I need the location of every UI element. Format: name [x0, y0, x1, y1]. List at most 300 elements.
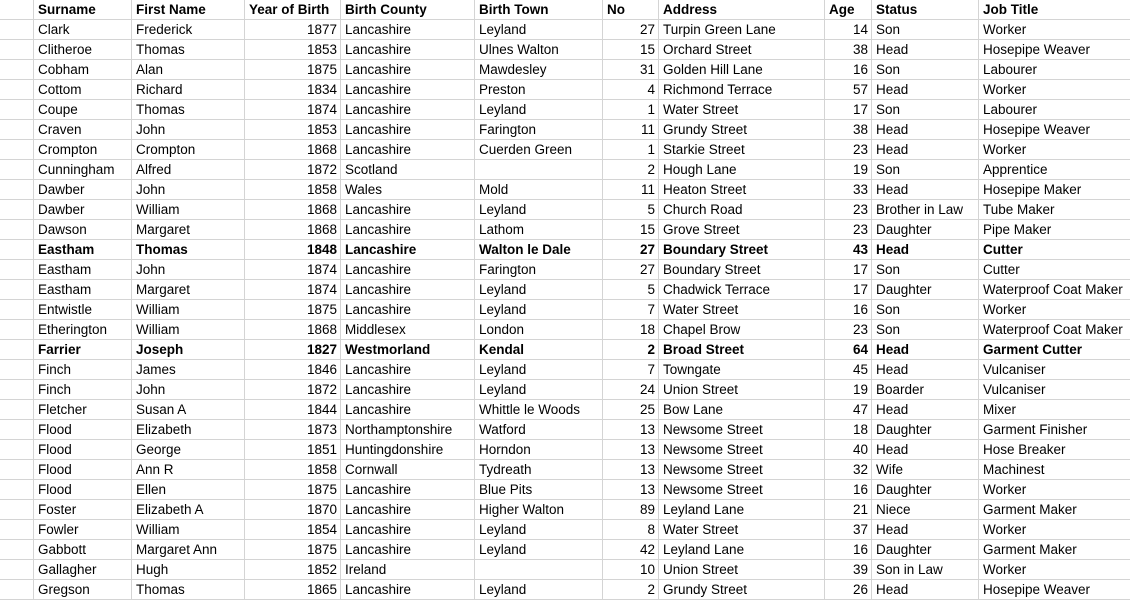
cell-year-of-birth[interactable]: 1844 — [245, 400, 341, 420]
cell-address[interactable]: Union Street — [659, 560, 825, 580]
cell-birth-town[interactable] — [475, 560, 603, 580]
cell-address[interactable]: Towngate — [659, 360, 825, 380]
cell-address[interactable]: Newsome Street — [659, 460, 825, 480]
header-cell-birth-town[interactable]: Birth Town — [475, 0, 603, 20]
cell-house-no[interactable]: 18 — [603, 320, 659, 340]
cell-age[interactable]: 23 — [825, 320, 872, 340]
cell-first-name[interactable]: John — [132, 180, 245, 200]
cell-birth-town[interactable]: Farington — [475, 120, 603, 140]
cell-birth-county[interactable]: Lancashire — [341, 240, 475, 260]
header-cell-address[interactable]: Address — [659, 0, 825, 20]
cell-status[interactable]: Son — [872, 300, 979, 320]
cell-year-of-birth[interactable]: 1875 — [245, 480, 341, 500]
cell-birth-town[interactable]: Tydreath — [475, 460, 603, 480]
cell-age[interactable]: 43 — [825, 240, 872, 260]
cell-first-name[interactable]: Ellen — [132, 480, 245, 500]
cell-job-title[interactable]: Mixer — [979, 400, 1130, 420]
cell-surname[interactable]: Gabbott — [34, 540, 132, 560]
cell-surname[interactable]: Fletcher — [34, 400, 132, 420]
cell-status[interactable]: Head — [872, 360, 979, 380]
cell-birth-county[interactable]: Westmorland — [341, 340, 475, 360]
cell-year-of-birth[interactable]: 1875 — [245, 300, 341, 320]
cell-birth-town[interactable]: Leyland — [475, 360, 603, 380]
cell-first-name[interactable]: Joseph — [132, 340, 245, 360]
cell-birth-town[interactable]: Horndon — [475, 440, 603, 460]
cell-age[interactable]: 23 — [825, 220, 872, 240]
cell-year-of-birth[interactable]: 1851 — [245, 440, 341, 460]
cell-year-of-birth[interactable]: 1853 — [245, 120, 341, 140]
cell-surname[interactable]: Crompton — [34, 140, 132, 160]
cell-address[interactable]: Starkie Street — [659, 140, 825, 160]
cell-house-no[interactable]: 31 — [603, 60, 659, 80]
cell-status[interactable]: Head — [872, 40, 979, 60]
cell-house-no[interactable]: 2 — [603, 340, 659, 360]
cell-job-title[interactable]: Worker — [979, 480, 1130, 500]
cell-status[interactable]: Head — [872, 340, 979, 360]
cell-surname[interactable]: Eastham — [34, 260, 132, 280]
cell-birth-town[interactable]: Preston — [475, 80, 603, 100]
cell-house-no[interactable]: 24 — [603, 380, 659, 400]
cell-house-no[interactable]: 1 — [603, 100, 659, 120]
cell-surname[interactable]: Finch — [34, 360, 132, 380]
cell-year-of-birth[interactable]: 1865 — [245, 580, 341, 600]
cell-age[interactable]: 47 — [825, 400, 872, 420]
cell-address[interactable]: Boundary Street — [659, 260, 825, 280]
cell-job-title[interactable]: Pipe Maker — [979, 220, 1130, 240]
cell-surname[interactable]: Fowler — [34, 520, 132, 540]
cell-birth-county[interactable]: Lancashire — [341, 60, 475, 80]
cell-age[interactable]: 16 — [825, 60, 872, 80]
cell-house-no[interactable]: 27 — [603, 20, 659, 40]
cell-job-title[interactable]: Garment Maker — [979, 540, 1130, 560]
cell-status[interactable]: Head — [872, 80, 979, 100]
cell-surname[interactable]: Flood — [34, 480, 132, 500]
cell-status[interactable]: Head — [872, 400, 979, 420]
cell-job-title[interactable]: Worker — [979, 520, 1130, 540]
cell-status[interactable]: Daughter — [872, 480, 979, 500]
cell-birth-town[interactable]: Whittle le Woods — [475, 400, 603, 420]
cell-job-title[interactable]: Labourer — [979, 60, 1130, 80]
cell-status[interactable]: Head — [872, 240, 979, 260]
cell-age[interactable]: 26 — [825, 580, 872, 600]
cell-first-name[interactable]: William — [132, 320, 245, 340]
cell-birth-county[interactable]: Lancashire — [341, 260, 475, 280]
cell-birth-county[interactable]: Ireland — [341, 560, 475, 580]
cell-address[interactable]: Chadwick Terrace — [659, 280, 825, 300]
cell-surname[interactable]: Foster — [34, 500, 132, 520]
cell-surname[interactable]: Finch — [34, 380, 132, 400]
cell-first-name[interactable]: Margaret Ann — [132, 540, 245, 560]
cell-status[interactable]: Son — [872, 100, 979, 120]
cell-birth-county[interactable]: Lancashire — [341, 300, 475, 320]
cell-first-name[interactable]: Hugh — [132, 560, 245, 580]
cell-birth-county[interactable]: Lancashire — [341, 480, 475, 500]
cell-birth-county[interactable]: Lancashire — [341, 120, 475, 140]
cell-year-of-birth[interactable]: 1848 — [245, 240, 341, 260]
cell-birth-county[interactable]: Wales — [341, 180, 475, 200]
cell-birth-county[interactable]: Lancashire — [341, 580, 475, 600]
cell-birth-county[interactable]: Middlesex — [341, 320, 475, 340]
cell-job-title[interactable]: Vulcaniser — [979, 360, 1130, 380]
cell-age[interactable]: 40 — [825, 440, 872, 460]
cell-first-name[interactable]: Richard — [132, 80, 245, 100]
cell-address[interactable]: Broad Street — [659, 340, 825, 360]
cell-address[interactable]: Hough Lane — [659, 160, 825, 180]
cell-status[interactable]: Son — [872, 320, 979, 340]
cell-surname[interactable]: Entwistle — [34, 300, 132, 320]
cell-job-title[interactable]: Tube Maker — [979, 200, 1130, 220]
cell-first-name[interactable]: John — [132, 260, 245, 280]
cell-birth-town[interactable]: Lathom — [475, 220, 603, 240]
cell-job-title[interactable]: Machinest — [979, 460, 1130, 480]
cell-first-name[interactable]: William — [132, 200, 245, 220]
cell-first-name[interactable]: James — [132, 360, 245, 380]
cell-first-name[interactable]: George — [132, 440, 245, 460]
cell-birth-town[interactable]: Higher Walton — [475, 500, 603, 520]
cell-age[interactable]: 23 — [825, 140, 872, 160]
cell-birth-town[interactable]: Leyland — [475, 300, 603, 320]
cell-address[interactable]: Newsome Street — [659, 420, 825, 440]
cell-address[interactable]: Grundy Street — [659, 120, 825, 140]
cell-house-no[interactable]: 27 — [603, 240, 659, 260]
cell-birth-town[interactable]: Leyland — [475, 540, 603, 560]
header-cell-first-name[interactable]: First Name — [132, 0, 245, 20]
cell-age[interactable]: 16 — [825, 480, 872, 500]
cell-birth-county[interactable]: Lancashire — [341, 20, 475, 40]
cell-status[interactable]: Head — [872, 140, 979, 160]
cell-birth-county[interactable]: Huntingdonshire — [341, 440, 475, 460]
cell-address[interactable]: Chapel Brow — [659, 320, 825, 340]
cell-birth-county[interactable]: Northamptonshire — [341, 420, 475, 440]
cell-address[interactable]: Newsome Street — [659, 440, 825, 460]
cell-year-of-birth[interactable]: 1875 — [245, 60, 341, 80]
cell-birth-county[interactable]: Lancashire — [341, 40, 475, 60]
header-cell-year-of-birth[interactable]: Year of Birth — [245, 0, 341, 20]
header-cell-job-title[interactable]: Job Title — [979, 0, 1130, 20]
cell-job-title[interactable]: Worker — [979, 560, 1130, 580]
cell-house-no[interactable]: 13 — [603, 420, 659, 440]
cell-house-no[interactable]: 11 — [603, 180, 659, 200]
cell-job-title[interactable]: Labourer — [979, 100, 1130, 120]
cell-birth-county[interactable]: Lancashire — [341, 380, 475, 400]
cell-surname[interactable]: Dawber — [34, 200, 132, 220]
cell-surname[interactable]: Cobham — [34, 60, 132, 80]
cell-surname[interactable]: Clitheroe — [34, 40, 132, 60]
cell-job-title[interactable]: Vulcaniser — [979, 380, 1130, 400]
cell-age[interactable]: 33 — [825, 180, 872, 200]
cell-house-no[interactable]: 25 — [603, 400, 659, 420]
cell-status[interactable]: Son in Law — [872, 560, 979, 580]
cell-first-name[interactable]: William — [132, 300, 245, 320]
cell-age[interactable]: 17 — [825, 260, 872, 280]
cell-house-no[interactable]: 7 — [603, 300, 659, 320]
cell-job-title[interactable]: Cutter — [979, 240, 1130, 260]
cell-first-name[interactable]: Thomas — [132, 100, 245, 120]
cell-year-of-birth[interactable]: 1872 — [245, 380, 341, 400]
cell-age[interactable]: 21 — [825, 500, 872, 520]
cell-birth-county[interactable]: Lancashire — [341, 400, 475, 420]
cell-birth-county[interactable]: Lancashire — [341, 540, 475, 560]
cell-status[interactable]: Son — [872, 60, 979, 80]
cell-birth-county[interactable]: Cornwall — [341, 460, 475, 480]
cell-birth-town[interactable]: Watford — [475, 420, 603, 440]
cell-job-title[interactable]: Cutter — [979, 260, 1130, 280]
cell-surname[interactable]: Flood — [34, 440, 132, 460]
cell-job-title[interactable]: Worker — [979, 80, 1130, 100]
cell-address[interactable]: Turpin Green Lane — [659, 20, 825, 40]
cell-birth-county[interactable]: Lancashire — [341, 500, 475, 520]
cell-address[interactable]: Orchard Street — [659, 40, 825, 60]
cell-job-title[interactable]: Hosepipe Weaver — [979, 120, 1130, 140]
cell-house-no[interactable]: 13 — [603, 480, 659, 500]
cell-age[interactable]: 38 — [825, 120, 872, 140]
cell-address[interactable]: Heaton Street — [659, 180, 825, 200]
cell-surname[interactable]: Cottom — [34, 80, 132, 100]
cell-age[interactable]: 14 — [825, 20, 872, 40]
cell-surname[interactable]: Coupe — [34, 100, 132, 120]
cell-surname[interactable]: Cunningham — [34, 160, 132, 180]
cell-year-of-birth[interactable]: 1846 — [245, 360, 341, 380]
cell-age[interactable]: 32 — [825, 460, 872, 480]
cell-year-of-birth[interactable]: 1868 — [245, 220, 341, 240]
cell-age[interactable]: 17 — [825, 100, 872, 120]
cell-birth-town[interactable]: Leyland — [475, 280, 603, 300]
cell-address[interactable]: Grove Street — [659, 220, 825, 240]
cell-surname[interactable]: Gallagher — [34, 560, 132, 580]
cell-house-no[interactable]: 8 — [603, 520, 659, 540]
cell-year-of-birth[interactable]: 1874 — [245, 100, 341, 120]
cell-birth-county[interactable]: Lancashire — [341, 520, 475, 540]
cell-age[interactable]: 19 — [825, 160, 872, 180]
cell-job-title[interactable]: Garment Cutter — [979, 340, 1130, 360]
cell-year-of-birth[interactable]: 1877 — [245, 20, 341, 40]
cell-first-name[interactable]: Ann R — [132, 460, 245, 480]
cell-first-name[interactable]: Margaret — [132, 280, 245, 300]
cell-age[interactable]: 57 — [825, 80, 872, 100]
cell-age[interactable]: 19 — [825, 380, 872, 400]
cell-job-title[interactable]: Hosepipe Maker — [979, 180, 1130, 200]
cell-birth-town[interactable]: Mold — [475, 180, 603, 200]
cell-house-no[interactable]: 2 — [603, 580, 659, 600]
cell-surname[interactable]: Flood — [34, 460, 132, 480]
cell-first-name[interactable]: Crompton — [132, 140, 245, 160]
cell-house-no[interactable]: 15 — [603, 40, 659, 60]
cell-house-no[interactable]: 42 — [603, 540, 659, 560]
header-cell-status[interactable]: Status — [872, 0, 979, 20]
cell-birth-county[interactable]: Lancashire — [341, 360, 475, 380]
cell-address[interactable]: Bow Lane — [659, 400, 825, 420]
cell-first-name[interactable]: Margaret — [132, 220, 245, 240]
cell-year-of-birth[interactable]: 1872 — [245, 160, 341, 180]
cell-address[interactable]: Grundy Street — [659, 580, 825, 600]
cell-job-title[interactable]: Worker — [979, 300, 1130, 320]
cell-year-of-birth[interactable]: 1853 — [245, 40, 341, 60]
cell-job-title[interactable]: Hosepipe Weaver — [979, 40, 1130, 60]
cell-year-of-birth[interactable]: 1868 — [245, 320, 341, 340]
cell-house-no[interactable]: 11 — [603, 120, 659, 140]
cell-year-of-birth[interactable]: 1858 — [245, 180, 341, 200]
cell-house-no[interactable]: 13 — [603, 460, 659, 480]
cell-job-title[interactable]: Waterproof Coat Maker — [979, 280, 1130, 300]
cell-birth-town[interactable]: Farington — [475, 260, 603, 280]
cell-house-no[interactable]: 10 — [603, 560, 659, 580]
cell-job-title[interactable]: Worker — [979, 140, 1130, 160]
cell-age[interactable]: 37 — [825, 520, 872, 540]
cell-surname[interactable]: Gregson — [34, 580, 132, 600]
cell-surname[interactable]: Clark — [34, 20, 132, 40]
cell-house-no[interactable]: 5 — [603, 200, 659, 220]
cell-birth-county[interactable]: Lancashire — [341, 140, 475, 160]
cell-job-title[interactable]: Apprentice — [979, 160, 1130, 180]
cell-status[interactable]: Boarder — [872, 380, 979, 400]
cell-birth-county[interactable]: Lancashire — [341, 80, 475, 100]
cell-status[interactable]: Son — [872, 160, 979, 180]
cell-surname[interactable]: Farrier — [34, 340, 132, 360]
cell-age[interactable]: 38 — [825, 40, 872, 60]
cell-age[interactable]: 16 — [825, 300, 872, 320]
cell-birth-town[interactable]: Kendal — [475, 340, 603, 360]
cell-house-no[interactable]: 89 — [603, 500, 659, 520]
cell-job-title[interactable]: Waterproof Coat Maker — [979, 320, 1130, 340]
header-cell-house-no[interactable]: No — [603, 0, 659, 20]
cell-birth-town[interactable]: Cuerden Green — [475, 140, 603, 160]
cell-birth-town[interactable]: Leyland — [475, 380, 603, 400]
cell-address[interactable]: Church Road — [659, 200, 825, 220]
header-cell-birth-county[interactable]: Birth County — [341, 0, 475, 20]
cell-birth-county[interactable]: Lancashire — [341, 220, 475, 240]
cell-address[interactable]: Newsome Street — [659, 480, 825, 500]
cell-house-no[interactable]: 13 — [603, 440, 659, 460]
cell-birth-town[interactable]: Walton le Dale — [475, 240, 603, 260]
cell-year-of-birth[interactable]: 1858 — [245, 460, 341, 480]
cell-age[interactable]: 45 — [825, 360, 872, 380]
cell-birth-town[interactable]: London — [475, 320, 603, 340]
cell-year-of-birth[interactable]: 1874 — [245, 260, 341, 280]
cell-surname[interactable]: Eastham — [34, 280, 132, 300]
cell-house-no[interactable]: 1 — [603, 140, 659, 160]
cell-address[interactable]: Leyland Lane — [659, 540, 825, 560]
cell-first-name[interactable]: John — [132, 120, 245, 140]
cell-year-of-birth[interactable]: 1868 — [245, 140, 341, 160]
cell-house-no[interactable]: 4 — [603, 80, 659, 100]
cell-house-no[interactable]: 15 — [603, 220, 659, 240]
cell-year-of-birth[interactable]: 1868 — [245, 200, 341, 220]
cell-birth-town[interactable]: Leyland — [475, 200, 603, 220]
cell-job-title[interactable]: Worker — [979, 20, 1130, 40]
cell-birth-county[interactable]: Scotland — [341, 160, 475, 180]
cell-year-of-birth[interactable]: 1827 — [245, 340, 341, 360]
header-cell-age[interactable]: Age — [825, 0, 872, 20]
cell-year-of-birth[interactable]: 1834 — [245, 80, 341, 100]
cell-status[interactable]: Brother in Law — [872, 200, 979, 220]
cell-address[interactable]: Union Street — [659, 380, 825, 400]
cell-birth-town[interactable]: Leyland — [475, 20, 603, 40]
cell-status[interactable]: Head — [872, 180, 979, 200]
cell-status[interactable]: Daughter — [872, 540, 979, 560]
cell-age[interactable]: 18 — [825, 420, 872, 440]
cell-house-no[interactable]: 2 — [603, 160, 659, 180]
cell-age[interactable]: 64 — [825, 340, 872, 360]
cell-first-name[interactable]: William — [132, 520, 245, 540]
cell-status[interactable]: Daughter — [872, 280, 979, 300]
cell-job-title[interactable]: Hose Breaker — [979, 440, 1130, 460]
cell-birth-town[interactable]: Leyland — [475, 520, 603, 540]
cell-status[interactable]: Head — [872, 440, 979, 460]
cell-job-title[interactable]: Hosepipe Weaver — [979, 580, 1130, 600]
cell-birth-county[interactable]: Lancashire — [341, 200, 475, 220]
cell-address[interactable]: Leyland Lane — [659, 500, 825, 520]
cell-birth-town[interactable]: Blue Pits — [475, 480, 603, 500]
cell-first-name[interactable]: Alan — [132, 60, 245, 80]
cell-status[interactable]: Daughter — [872, 420, 979, 440]
cell-age[interactable]: 17 — [825, 280, 872, 300]
cell-first-name[interactable]: Elizabeth — [132, 420, 245, 440]
cell-house-no[interactable]: 27 — [603, 260, 659, 280]
cell-year-of-birth[interactable]: 1874 — [245, 280, 341, 300]
cell-surname[interactable]: Craven — [34, 120, 132, 140]
cell-address[interactable]: Golden Hill Lane — [659, 60, 825, 80]
cell-address[interactable]: Water Street — [659, 100, 825, 120]
cell-surname[interactable]: Etherington — [34, 320, 132, 340]
cell-birth-town[interactable]: Leyland — [475, 100, 603, 120]
cell-age[interactable]: 16 — [825, 540, 872, 560]
cell-status[interactable]: Niece — [872, 500, 979, 520]
cell-status[interactable]: Head — [872, 120, 979, 140]
cell-year-of-birth[interactable]: 1873 — [245, 420, 341, 440]
cell-first-name[interactable]: Frederick — [132, 20, 245, 40]
cell-first-name[interactable]: Thomas — [132, 40, 245, 60]
cell-status[interactable]: Wife — [872, 460, 979, 480]
cell-house-no[interactable]: 7 — [603, 360, 659, 380]
cell-surname[interactable]: Eastham — [34, 240, 132, 260]
cell-year-of-birth[interactable]: 1854 — [245, 520, 341, 540]
cell-surname[interactable]: Dawber — [34, 180, 132, 200]
cell-address[interactable]: Water Street — [659, 520, 825, 540]
cell-birth-town[interactable]: Ulnes Walton — [475, 40, 603, 60]
cell-year-of-birth[interactable]: 1852 — [245, 560, 341, 580]
cell-address[interactable]: Boundary Street — [659, 240, 825, 260]
cell-house-no[interactable]: 5 — [603, 280, 659, 300]
cell-first-name[interactable]: Thomas — [132, 580, 245, 600]
cell-first-name[interactable]: John — [132, 380, 245, 400]
cell-status[interactable]: Son — [872, 260, 979, 280]
cell-year-of-birth[interactable]: 1870 — [245, 500, 341, 520]
cell-first-name[interactable]: Thomas — [132, 240, 245, 260]
cell-age[interactable]: 23 — [825, 200, 872, 220]
cell-birth-town[interactable] — [475, 160, 603, 180]
cell-surname[interactable]: Dawson — [34, 220, 132, 240]
cell-first-name[interactable]: Susan A — [132, 400, 245, 420]
cell-first-name[interactable]: Elizabeth A — [132, 500, 245, 520]
cell-status[interactable]: Head — [872, 520, 979, 540]
cell-address[interactable]: Richmond Terrace — [659, 80, 825, 100]
cell-year-of-birth[interactable]: 1875 — [245, 540, 341, 560]
cell-birth-town[interactable]: Leyland — [475, 580, 603, 600]
header-cell-surname[interactable]: Surname — [34, 0, 132, 20]
cell-status[interactable]: Son — [872, 20, 979, 40]
cell-job-title[interactable]: Garment Maker — [979, 500, 1130, 520]
cell-job-title[interactable]: Garment Finisher — [979, 420, 1130, 440]
cell-age[interactable]: 39 — [825, 560, 872, 580]
cell-birth-county[interactable]: Lancashire — [341, 280, 475, 300]
cell-status[interactable]: Daughter — [872, 220, 979, 240]
cell-status[interactable]: Head — [872, 580, 979, 600]
cell-surname[interactable]: Flood — [34, 420, 132, 440]
cell-birth-county[interactable]: Lancashire — [341, 100, 475, 120]
cell-address[interactable]: Water Street — [659, 300, 825, 320]
cell-birth-town[interactable]: Mawdesley — [475, 60, 603, 80]
cell-first-name[interactable]: Alfred — [132, 160, 245, 180]
